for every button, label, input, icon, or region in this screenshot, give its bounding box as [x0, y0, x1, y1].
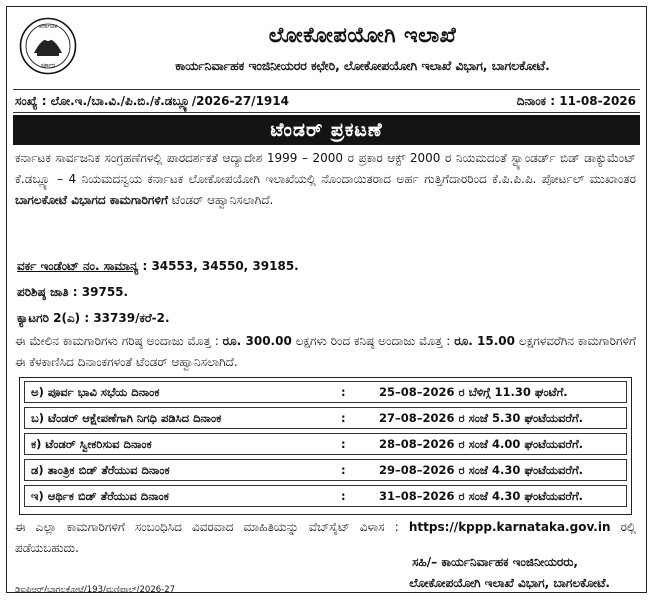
schedule-row — [24, 407, 627, 429]
signature-office: ಲೋಕೋಪಯೋಗಿ ಇಲಾಖೆ ವಿಭಾಗ, ಬಾಗಲಕೋಟೆ. — [409, 576, 610, 590]
max-amount: ರೂ. 300.00 — [222, 334, 292, 348]
estimate-text-end: ಲಕ್ಷಗಳವರೆಗಿನ ಕಾಮಗಾರಿಗಳಿಗೆ ಈ ಕೆಳಕಾಣಿಸಿದ ದಿನಾಂಕಗಳಂತೆ ಟೆಂಡರ್ ಆಹ್ವಾನಿಸಲಾಗಿದೆ. — [15, 334, 636, 369]
schedule-row — [24, 433, 627, 455]
reference-row — [13, 89, 640, 113]
category-line — [17, 311, 170, 326]
schedule-value: 29–08–2026 ರ ಸಂಜೆ 4.30 ಘಂಟೆಯವರೆಗೆ. — [379, 463, 584, 477]
schedule-label: ಡ) ತಾಂತ್ರಿಕ ಬಿಡ್ ತೆರೆಯುವ ದಿನಾಂಕ — [31, 463, 170, 477]
website-paragraph — [15, 517, 636, 559]
work-indent-value: : 34553, 34550, 39185. — [138, 259, 299, 273]
schedule-table — [19, 377, 632, 515]
work-indent-line — [17, 259, 299, 274]
schedule-label: ಕ) ಟೆಂಡರ್ ಸ್ವೀಕರಿಸುವ ದಿನಾಂಕ — [31, 437, 152, 451]
intro-division: ಬಾಗಲಕೋಟೆ ವಿಭಾಗದ ಕಾಮಗಾರಿಗಳಿಗೆ — [15, 193, 168, 207]
schedule-separator: : — [341, 411, 346, 425]
schedule-separator: : — [341, 437, 346, 451]
schedule-value: 27–08–2026 ರ ಸಂಜೆ 5.30 ಘಂಟೆಯವರೆಗೆ. — [379, 411, 584, 425]
schedule-label: ಇ) ಆರ್ಥಿಕ ಬಿಡ್ ತೆರೆಯುವ ದಿನಾಂಕ — [31, 489, 169, 503]
intro-text-end: ಟೆಂಡರ್ ಆಹ್ವಾನಿಸಲಾಗಿದೆ. — [167, 193, 274, 207]
tender-banner: ಟೆಂಡರ್ ಪ್ರಕಟಣೆ — [13, 115, 640, 145]
footer-code: ಡಿಐಪಿಆರ್/ಬಾಗಲಕೋಟೆ/193/ಮಣಿಪಾಲ್/2026-27 — [15, 585, 176, 595]
schedule-separator: : — [341, 385, 346, 399]
schedule-label: ಅ) ಪೂರ್ವ ಭಾವಿ ಸಭೆಯ ದಿನಾಂಕ — [31, 385, 160, 399]
scheduled-caste-line — [17, 285, 128, 300]
emblem-bottom-text: ಸರ್ಕಾರ — [40, 62, 56, 69]
min-amount: ರೂ. 15.00 — [454, 334, 516, 348]
estimate-paragraph — [15, 331, 636, 373]
department-title: ಲೋಕೋಪಯೋಗಿ ಇಲಾಖೆ — [268, 23, 457, 47]
website-text-end: ರಲ್ಲಿ ಪಡೆಯಬಹುದು. — [15, 520, 636, 555]
estimate-text-mid: ಲಕ್ಷಗಳು ರಿಂದ ಕನಿಷ್ಠ ಅಂದಾಜು ಮೊತ್ತ : — [291, 334, 455, 348]
schedule-row — [24, 485, 627, 507]
schedule-value: 28–08–2026 ರ ಸಂಜೆ 4.00 ಘಂಟೆಯವರೆಗೆ. — [379, 437, 584, 451]
schedule-value: 25–08–2026 ರ ಬೆಳಿಗ್ಗೆ 11.30 ಘಂಟೆಗೆ. — [379, 385, 568, 399]
category-label: ಕ್ಯಾಟಗರಿ 2(ಎ) — [17, 311, 81, 325]
emblem-top-text: ಕರ್ನಾಟಕ — [39, 23, 57, 30]
estimate-text: ಈ ಮೇಲಿನ ಕಾಮಗಾರಿಗಳು ಗರಿಷ್ಠ ಅಂದಾಜು ಮೊತ್ತ : — [15, 334, 223, 348]
schedule-label: ಬ) ಟೆಂಡರ್ ಆಕ್ಷೇಪಣೆಗಾಗಿ ನಿಗಧಿ ಪಡಿಸಿದ ದಿನಾಂಕ — [31, 411, 222, 425]
reference-number: ಸಂಖ್ಯೆ : ಲೋ.ಇ./ಬಾ.ವಿ./ಪಿ.ಬಿ./ಕೆ.ಡಬ್ಲ್ಯೂ/2026-27/1914 — [15, 94, 289, 108]
work-indent-label: ವರ್ಕ ಇಂಡೆಂಟ್ ನಂ. ಸಾಮಾನ್ಯ — [17, 259, 139, 273]
schedule-row — [24, 381, 627, 403]
scheduled-caste-value: : 39755. — [68, 285, 129, 299]
schedule-row — [24, 459, 627, 481]
schedule-separator: : — [341, 463, 346, 477]
intro-text: ಕರ್ನಾಟಕ ಸಾರ್ವಜನಿಕ ಸಂಗ್ರಹಣೆಗಳಲ್ಲಿ ಪಾರದರ್ಶಕತೆ ಆದ್ಯಾದೇಶ 1999 – 2000 ರ ಪ್ರಕಾರ ಆಕ್ಟ್ 2000 ರ ನಿಯಮದಂತೆ ಸ್ಟ್ಯಾಂಡರ್ಡ್ ಬಿಡ್ ಡಾಕ್ಯುಮೆಂಟ್ ಕೆ.ಡಬ್ಲ್ಯೂ – 4 ನಿಯಮದನ್ವಯ ಕರ್ನಾಟಕ ಲೋಕೋಪಯೋಗಿ ಇಲಾಖೆಯಲ್ಲಿ ನೊಂದಾಯಿತರಾದ ಅರ್ಹ ಗುತ್ತಿಗೆದಾರರಿಂದ ಕೆ.ಪಿ.ಪಿ.ಪಿ. ಪೋರ್ಟಲ್ ಮುಖಾಂತರ — [15, 151, 636, 186]
notice-date: ದಿನಾಂಕ : 11-08-2026 — [516, 94, 636, 108]
intro-paragraph — [15, 148, 636, 211]
karnataka-emblem-icon — [19, 17, 77, 75]
schedule-value: 31–08–2026 ರ ಸಂಜೆ 4.30 ಘಂಟೆಯವರೆಗೆ. — [379, 489, 584, 503]
signature-title: ಸಹಿ/– ಕಾರ್ಯನಿರ್ವಾಹಕ ಇಂಜಿನೀಯರರು, — [412, 555, 578, 569]
category-value: : 33739/ಕರೆ-2. — [80, 311, 170, 325]
tender-notice — [6, 6, 647, 593]
website-link[interactable]: https://kppp.karnataka.gov.in — [408, 520, 611, 534]
schedule-separator: : — [341, 489, 346, 503]
scheduled-caste-label: ಪರಿಶಿಷ್ಠ ಜಾತಿ — [17, 285, 69, 299]
website-text: ಈ ಎಲ್ಲಾ ಕಾಮಗಾರಿಗಳಿಗೆ ಸಂಬಂಧಿಸಿದ ವಿವರವಾದ ಮಾಹಿತಿಯನ್ನು ವೆಬ್‌ಸೈಟ್ ವಿಳಾಸ : — [15, 520, 409, 534]
office-address: ಕಾರ್ಯನಿರ್ವಾಹಕ ಇಂಜಿನೀಯರರ ಕಛೇರಿ, ಲೋಕೋಪಯೋಗಿ ಇಲಾಖೆ ವಿಭಾಗ, ಬಾಗಲಕೋಟೆ. — [175, 59, 550, 73]
